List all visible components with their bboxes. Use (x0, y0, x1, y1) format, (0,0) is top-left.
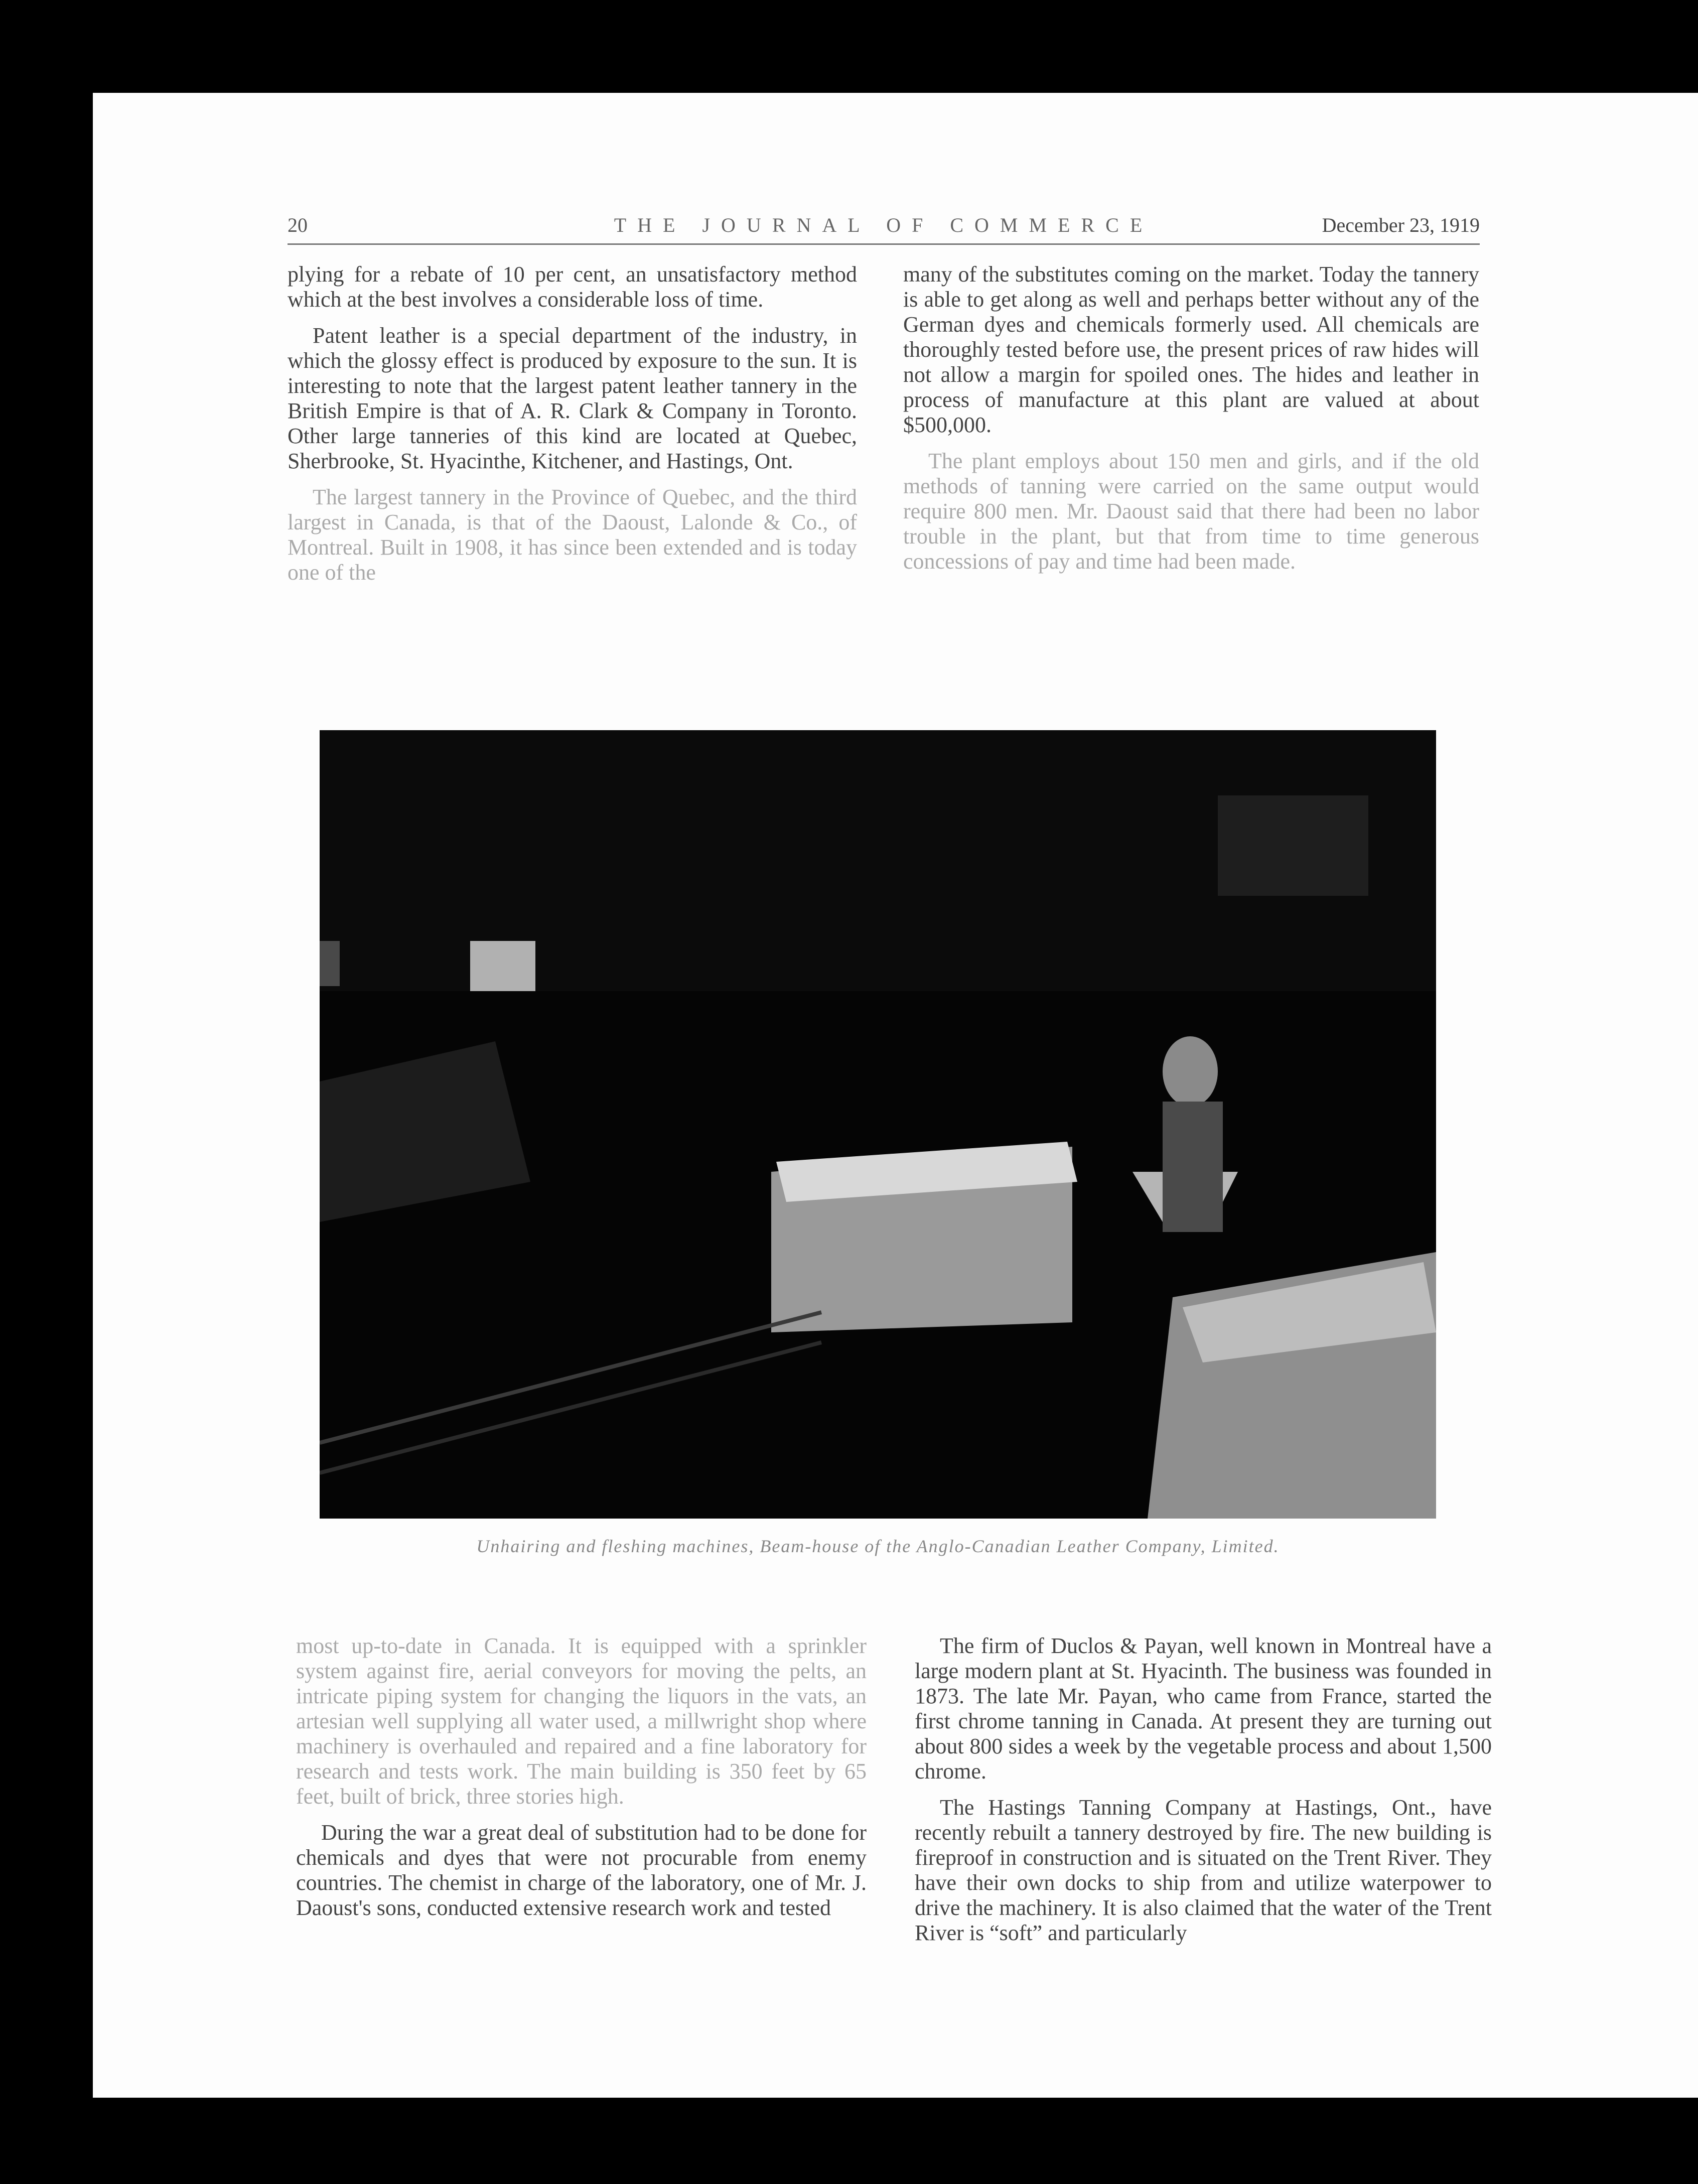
header-rule (288, 243, 1480, 245)
publication-title: THE JOURNAL OF COMMERCE (614, 214, 1154, 236)
photo-caption: Unhairing and fleshing machines, Beam-house of the Anglo-Canadian Leather Company, Limited. (476, 1536, 1280, 1556)
page-header (288, 213, 1480, 243)
photo-image (320, 730, 1436, 1519)
column-top-left (288, 262, 857, 596)
paragraph: The largest tannery in the Province of Quebec, and the third largest in Canada, is that of the Daoust, Lalonde & Co., of Montreal. Built in 1908, it has since been extended and is today one of the (288, 485, 857, 585)
issue-date: December 23, 1919 (1322, 214, 1480, 236)
paragraph: The plant employs about 150 men and girls, and if the old methods of tanning were carried on the same output would require 800 men. Mr. Daoust said that there had been no labor trouble in the plant, but that from time to time generous concessions of pay and time had been made. (903, 449, 1479, 574)
paragraph: many of the substitutes coming on the market. Today the tannery is able to get along as well and perhaps better without any of the German dyes and chemicals formerly used. All chemicals are thoroughly tested before use, the present prices of raw hides will not allow a margin for spoiled ones. The hides and leather in process of manufacture at this plant are valued at about $500,000. (903, 262, 1479, 437)
column-top-right (903, 262, 1479, 585)
tannery-photograph (320, 730, 1436, 1519)
paragraph: The firm of Duclos & Payan, well known in Montreal have a large modern plant at St. Hyacinth. The business was founded in 1873. The late Mr. Payan, who came from France, started the first chrome tanning in Canada. At present they are turning out about 800 sides a week by the vegetable process and about 1,500 chrome. (915, 1633, 1492, 1784)
paragraph: most up-to-date in Canada. It is equipped with a sprinkler system against fire, aerial conveyors for moving the pelts, an intricate piping system for changing the liquors in the vats, an artesian well supplying all water used, a millwright shop where machinery is overhauled and repaired and a fine laboratory for research and tests work. The main building is 350 feet by 65 feet, built of brick, three stories high. (296, 1633, 867, 1809)
paragraph: During the war a great deal of substitution had to be done for chemicals and dyes that were not procurable from enemy countries. The chemist in charge of the laboratory, one of Mr. J. Daoust's sons, conducted extensive research work and tested (296, 1820, 867, 1920)
paragraph: The Hastings Tanning Company at Hastings, Ont., have recently rebuilt a tannery destroyed by fire. The new building is fireproof in construction and is situated on the Trent River. They have their own docks to ship from and utilize waterpower to drive the machinery. It is also claimed that the water of the Trent River is “soft” and particularly (915, 1795, 1492, 1945)
column-bottom-left (296, 1633, 867, 1932)
page-number: 20 (288, 214, 308, 236)
paragraph: Patent leather is a special department of the industry, in which the glossy effect is produced by exposure to the sun. It is interesting to note that the largest patent leather tannery in the British Empire is that of A. R. Clark & Company in Toronto. Other large tanneries of this kind are located at Quebec, Sherbrooke, St. Hyacinthe, Kitchener, and Hastings, Ont. (288, 323, 857, 473)
paragraph: plying for a rebate of 10 per cent, an unsatisfactory method which at the best involves a considerable loss of time. (288, 262, 857, 312)
column-bottom-right (915, 1633, 1492, 1957)
